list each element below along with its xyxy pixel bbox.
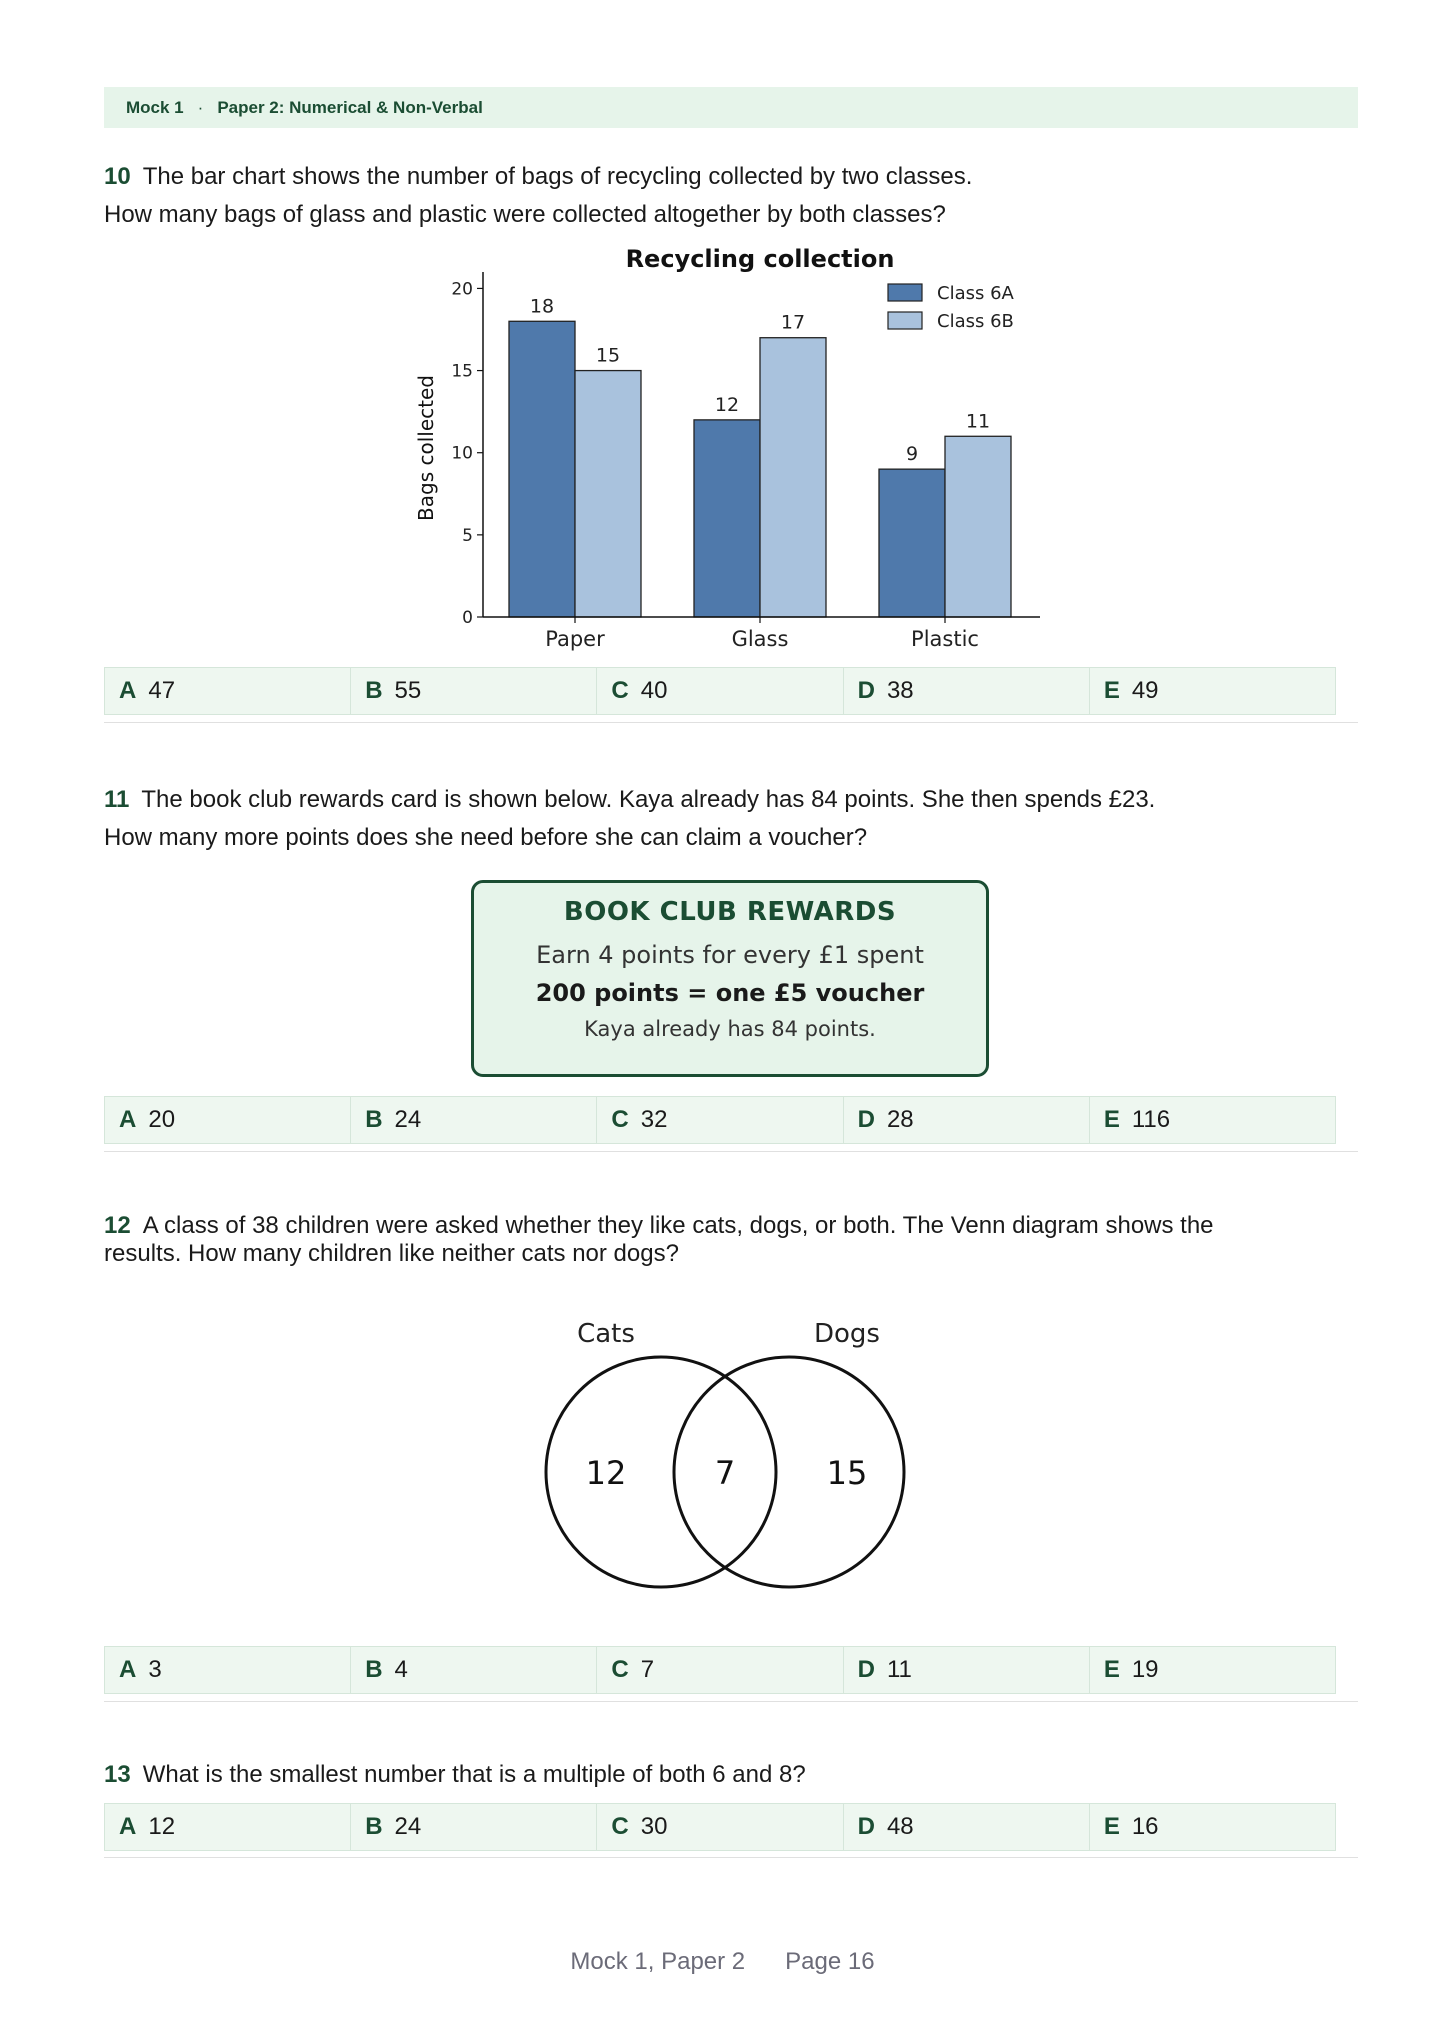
question-11-line2: How many more points does she need before she can claim a voucher?: [104, 824, 868, 851]
venn-value-dogs-only: 15: [826, 1454, 868, 1492]
answer-letter: A: [119, 1813, 137, 1840]
question-12-stem: A class of 38 children were asked whether they like cats, dogs, or both. The Venn diagram shows the: [142, 1212, 1214, 1239]
answer-letter: E: [1103, 677, 1120, 704]
answer-value: 24: [394, 1813, 422, 1840]
answer-letter: A: [119, 1656, 137, 1683]
answer-option-b[interactable]: [351, 1097, 597, 1143]
answer-value: 12: [148, 1813, 176, 1840]
question-number: 13: [104, 1761, 131, 1788]
answer-option-d[interactable]: [844, 668, 1090, 714]
page-footer: [0, 1948, 1445, 1976]
answer-option-c[interactable]: [597, 1804, 843, 1850]
recycling-bar-chart: [400, 238, 1060, 663]
chart-x-tick-label: Glass: [731, 627, 789, 651]
chart-legend-swatch: [888, 312, 922, 329]
answer-value: 55: [394, 677, 422, 704]
card-voucher-rule: 200 points = one £5 voucher: [535, 979, 925, 1007]
chart-bar: [509, 321, 575, 617]
question-12-line1: [104, 1212, 1358, 1240]
question-12-text: [104, 1212, 1358, 1268]
question-13-text: [104, 1756, 1358, 1794]
answer-letter: C: [611, 1106, 629, 1133]
answer-option-a[interactable]: [105, 668, 351, 714]
question-11-answers: [104, 1096, 1336, 1144]
header-mock: Mock 1: [126, 98, 184, 117]
answer-value: 24: [394, 1106, 422, 1133]
answer-option-b[interactable]: [351, 668, 597, 714]
venn-circle-dogs: [674, 1357, 904, 1587]
answer-value: 47: [148, 677, 176, 704]
answer-letter: E: [1103, 1656, 1120, 1683]
answer-letter: D: [857, 1813, 875, 1840]
venn-circle-cats: [546, 1357, 776, 1587]
answer-value: 28: [886, 1106, 914, 1133]
question-13-stem: What is the smallest number that is a multiple of both 6 and 8?: [142, 1761, 806, 1788]
question-number: 12: [104, 1212, 131, 1239]
question-10-answers: [104, 667, 1336, 715]
question-10-line2: How many bags of glass and plastic were collected altogether by both classes?: [104, 201, 946, 228]
answer-value: 116: [1131, 1106, 1171, 1133]
divider: [104, 722, 1358, 723]
answer-value: 11: [886, 1656, 912, 1683]
question-12-answers: [104, 1646, 1336, 1694]
answer-value: 48: [886, 1813, 914, 1840]
answer-letter: B: [365, 677, 383, 704]
answer-option-e[interactable]: [1090, 1097, 1335, 1143]
answer-option-e[interactable]: [1090, 668, 1335, 714]
answer-option-c[interactable]: [597, 1097, 843, 1143]
question-number: 10: [104, 163, 131, 190]
book-club-rewards-card: [471, 880, 989, 1077]
divider: [104, 1857, 1358, 1858]
question-11-stem: The book club rewards card is shown below. Kaya already has 84 points. She then spends £23.: [141, 786, 1156, 813]
answer-value: 49: [1131, 677, 1159, 704]
answer-option-c[interactable]: [597, 1647, 843, 1693]
answer-letter: C: [611, 1656, 629, 1683]
answer-option-d[interactable]: [844, 1647, 1090, 1693]
chart-y-tick-label: 15: [451, 361, 473, 382]
answer-option-e[interactable]: [1090, 1647, 1335, 1693]
answer-option-c[interactable]: [597, 668, 843, 714]
chart-bar: [945, 436, 1011, 617]
venn-label-cats: Cats: [577, 1319, 635, 1349]
answer-option-a[interactable]: [105, 1647, 351, 1693]
answer-option-e[interactable]: [1090, 1804, 1335, 1850]
answer-option-b[interactable]: [351, 1647, 597, 1693]
answer-value: 38: [886, 677, 914, 704]
answer-value: 40: [640, 677, 668, 704]
divider: [104, 1151, 1358, 1152]
venn-label-dogs: Dogs: [814, 1319, 880, 1349]
answer-letter: D: [857, 1106, 875, 1133]
question-13-line1: [104, 1756, 1358, 1794]
answer-value: 16: [1131, 1813, 1159, 1840]
chart-data-label: 18: [529, 295, 555, 318]
chart-y-tick-label: 5: [462, 525, 473, 546]
card-current-points: Kaya already has 84 points.: [584, 1017, 876, 1041]
chart-data-label: 12: [714, 393, 740, 416]
chart-legend-swatch: [888, 284, 922, 301]
answer-letter: B: [365, 1813, 383, 1840]
chart-data-label: 9: [905, 443, 919, 466]
question-10-line1: [104, 158, 1358, 196]
answer-letter: E: [1103, 1106, 1120, 1133]
question-10-text: [104, 158, 1358, 234]
header-paper: Paper 2: Numerical & Non-Verbal: [217, 98, 483, 117]
answer-option-d[interactable]: [844, 1097, 1090, 1143]
answer-value: 19: [1131, 1656, 1159, 1683]
card-title: BOOK CLUB REWARDS: [563, 897, 897, 927]
question-10-stem: The bar chart shows the number of bags of recycling collected by two classes.: [142, 163, 973, 190]
chart-bar: [760, 338, 826, 617]
divider: [104, 1701, 1358, 1702]
answer-letter: A: [119, 677, 137, 704]
chart-data-label: 17: [780, 311, 806, 334]
header-separator: ·: [197, 98, 204, 117]
chart-y-tick-label: 0: [462, 608, 473, 628]
answer-letter: C: [611, 677, 629, 704]
question-number: 11: [104, 786, 130, 813]
answer-value: 7: [640, 1656, 655, 1683]
venn-diagram: [530, 1310, 930, 1600]
answer-option-a[interactable]: [105, 1097, 351, 1143]
chart-bar: [694, 420, 760, 617]
answer-option-b[interactable]: [351, 1804, 597, 1850]
chart-bar: [879, 469, 945, 617]
answer-letter: B: [365, 1106, 383, 1133]
chart-x-tick-label: Paper: [545, 627, 605, 651]
answer-letter: D: [857, 1656, 875, 1683]
answer-letter: E: [1103, 1813, 1120, 1840]
answer-option-d[interactable]: [844, 1804, 1090, 1850]
question-12-line2: results. How many children like neither cats nor dogs?: [104, 1240, 679, 1267]
answer-letter: B: [365, 1656, 383, 1683]
answer-letter: C: [611, 1813, 629, 1840]
chart-x-tick-label: Plastic: [911, 627, 979, 651]
answer-letter: A: [119, 1106, 137, 1133]
venn-value-cats-only: 12: [585, 1454, 627, 1492]
answer-letter: D: [857, 677, 875, 704]
chart-legend-label: Class 6B: [937, 311, 1014, 332]
question-11-line1: [104, 781, 1358, 819]
venn-value-both: 7: [714, 1454, 736, 1492]
question-13-answers: [104, 1803, 1336, 1851]
card-earn-rate: Earn 4 points for every £1 spent: [536, 941, 924, 969]
chart-legend-label: Class 6A: [937, 283, 1014, 304]
header-text: [126, 87, 483, 128]
header-band: [104, 87, 1358, 128]
answer-value: 30: [640, 1813, 668, 1840]
chart-data-label: 15: [595, 344, 621, 367]
answer-value: 3: [148, 1656, 162, 1683]
chart-title: Recycling collection: [625, 245, 895, 273]
chart-data-label: 11: [965, 410, 991, 433]
chart-y-tick-label: 10: [451, 443, 473, 464]
answer-value: 20: [148, 1106, 176, 1133]
answer-value: 4: [394, 1656, 408, 1683]
chart-y-tick-label: 20: [451, 279, 473, 300]
footer-paper: Mock 1, Paper 2: [570, 1948, 746, 1975]
question-11-text: [104, 781, 1358, 857]
chart-bar: [575, 371, 641, 617]
chart-y-axis-label: Bags collected: [414, 375, 438, 521]
footer-page-number: Page 16: [785, 1948, 875, 1975]
answer-value: 32: [640, 1106, 668, 1133]
answer-option-a[interactable]: [105, 1804, 351, 1850]
